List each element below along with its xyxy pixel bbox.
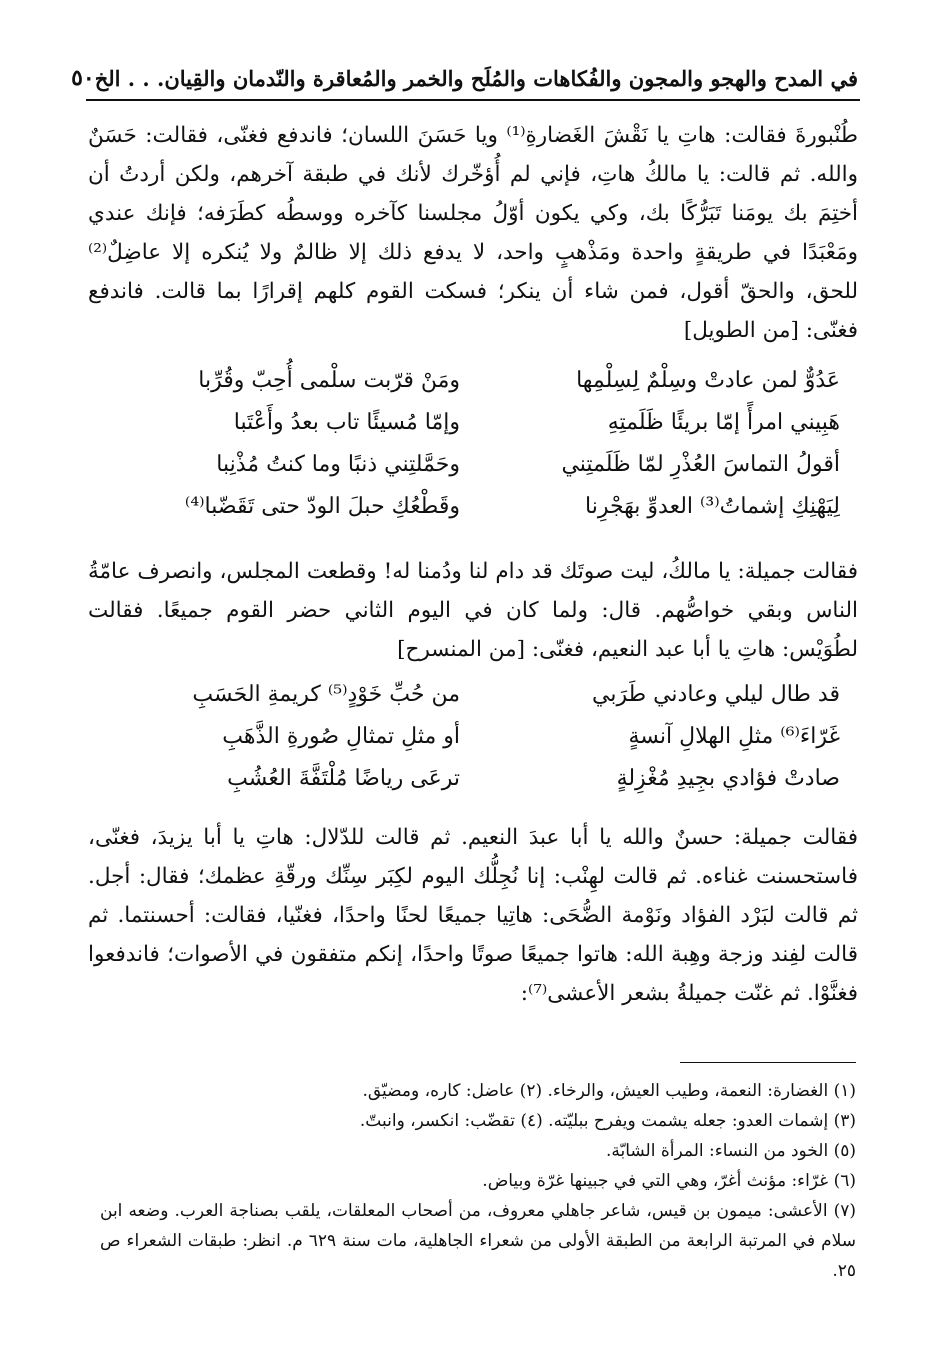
verse-3 xyxy=(120,452,840,494)
poem-tawil xyxy=(120,368,840,536)
paragraph-1 xyxy=(88,116,858,350)
verse-5-first-hemistich: قد طال ليلي وعادني طَرَبي xyxy=(591,682,840,707)
verse-7-first-hemistich: صادتْ فؤادي بجِيدِ مُغْزِلةٍ xyxy=(616,766,840,791)
verse-6-second-hemistich: أو مثلِ تمثالِ صُورةِ الذَّهَبِ xyxy=(222,724,460,749)
verse-7 xyxy=(120,766,840,808)
page-number: ٥٠ xyxy=(71,65,95,91)
verse-2-second-hemistich: وإمّا مُسيئًا تاب بعدُ وأَعْتَبا xyxy=(233,410,460,435)
verse-4-first-hemistich: لِيَهْنِكِ إشماتُ⁽³⁾ العدوِّ بهَجْرِنا xyxy=(585,494,840,519)
verse-1-second-hemistich: ومَنْ قرّبت سلْمى أُحِبّ وقُرِّبا xyxy=(198,368,460,393)
verse-7-second-hemistich: ترعَى رياضًا مُلْتَفَّةَ العُشُبِ xyxy=(227,766,460,791)
verse-4-second-hemistich: وقَطْعُكِ حبلَ الودّ حتى تَقَضّبا⁽⁴⁾ xyxy=(184,494,460,519)
running-header xyxy=(71,58,858,98)
footnote-6: (٦) غرّاء: مؤنث أغرّ، وهي التي في جبينها غرّة وبياض. xyxy=(482,1171,856,1191)
footnote-1-2: (١) الغضارة: النعمة، وطيب العيش، والرخاء. (٢) عاضل: كاره، ومضيّق. xyxy=(362,1081,856,1101)
footnote-3-4: (٣) إشمات العدو: جعله يشمت ويفرح ببليّته. (٤) تقضّب: انكسر، وانبتّ. xyxy=(359,1111,856,1131)
poem-munsarih xyxy=(120,682,840,808)
verse-4 xyxy=(120,494,840,536)
footnotes xyxy=(100,1076,856,1286)
footnote-separator xyxy=(680,1062,856,1063)
verse-2-first-hemistich: هَبِيني امرأً إمّا بريئًا ظَلَمتِهِ xyxy=(607,410,840,435)
verse-5-second-hemistich: من حُبِّ خَوْدٍ⁽⁵⁾ كريمةِ الحَسَبِ xyxy=(192,682,460,707)
paragraph-2-text: فقالت جميلة: يا مالكُ، ليت صوتَك قد دام لنا ودُمنا له! وقطعت المجلس، وانصرف عامّةُ الناس وبقي خواصُّهم. قال: ولما كان في اليوم الثاني حضر القوم جميعًا. فقالت لطُوَيْس: هاتِ يا أبا عبد النعيم، فغنّى: [من المنسرح] xyxy=(88,559,858,662)
verse-1-first-hemistich: عَدُوٌّ لمن عادتْ وسِلْمٌ لِسِلْمِها xyxy=(576,368,840,393)
header-rule xyxy=(86,99,860,101)
verse-6-first-hemistich: غَرّاءَ⁽⁶⁾ مثلِ الهلالِ آنسةٍ xyxy=(628,724,840,749)
footnote-7: (٧) الأعشى: ميمون بن قيس، شاعر جاهلي معروف، من أصحاب المعلقات، يلقب بصناجة العرب. وضعه ابن سلام في المرتبة الرابعة من الطبقة الأولى من شعراء الجاهلية، مات سنة ٦٢٩ م. انظر: طبقات الشعراء ص ٢٥. xyxy=(100,1201,856,1281)
paragraph-1-text: طُنْبورةَ فقالت: هاتِ يا نَقْشَ الغَضارةِ⁽¹⁾ ويا حَسَنَ اللسان؛ فاندفع فغنّى، فقالت: حَسَنٌ والله. ثم قالت: يا مالكُ هاتِ، فإني لم أُؤخّرك لأنك في طبقة آخرهم، ولكن أردتُ أن أختِمَ بك يومَنا تَبَرُّكًا بك، وكي يكون أوّلُ مجلسنا كآخره ووسطُه كطَرَفه؛ فإنك عندي ومَعْبَدًا في طريقةٍ واحدة ومَذْهبٍ واحد، لا يدفع ذلك إلا ظالمٌ ولا يُنكره إلا عاضِلٌ⁽²⁾ للحق، والحقّ أقول، فمن شاء أن ينكر؛ فسكت القوم كلهم إقرارًا بما قالت. فاندفع فغنّى: [من الطويل] xyxy=(88,123,859,343)
verse-5 xyxy=(120,682,840,724)
verse-6 xyxy=(120,724,840,766)
verse-1 xyxy=(120,368,840,410)
header-title: في المدح والهجو والمجون والفُكاهات والمُلَح والخمر والمُعاقرة والنّدمان والقِيان. . . الخ xyxy=(94,65,858,91)
verse-2 xyxy=(120,410,840,452)
paragraph-3-text: فقالت جميلة: حسنٌ والله يا أبا عبدَ النعيم. ثم قالت للدّلال: هاتِ يا أبا يزيدَ، فغنّى، فاستحسنت غناءه. ثم قالت لهِنْب: إنا نُجِلُّك اليوم لكِبَر سِنِّك ورقّةِ عظمك؛ فقال: أجل. ثم قالت لبَرْد الفؤاد ونَوْمة الضُّحَى: هاتِيا جميعًا لحنًا واحدًا، فغنّيا، فقالت: أحسنتما. ثم قالت لفِند وزجة وهِبة الله: هاتوا جميعًا صوتًا واحدًا، إنكم متفقون في الأصوات؛ فاندفعوا فغنَّوْا. ثم غنّت جميلةُ بشعر الأعشى⁽⁷⁾: xyxy=(88,825,858,1006)
paragraph-2 xyxy=(88,552,858,669)
verse-3-first-hemistich: أقولُ التماسَ العُذْرِ لمّا ظَلَمتِني xyxy=(561,452,840,477)
verse-3-second-hemistich: وحَمَّلتِني ذنبًا وما كنتُ مُذْنِبا xyxy=(216,452,460,477)
paragraph-3 xyxy=(88,818,858,1013)
footnote-5: (٥) الخود من النساء: المرأة الشابّة. xyxy=(605,1141,856,1161)
